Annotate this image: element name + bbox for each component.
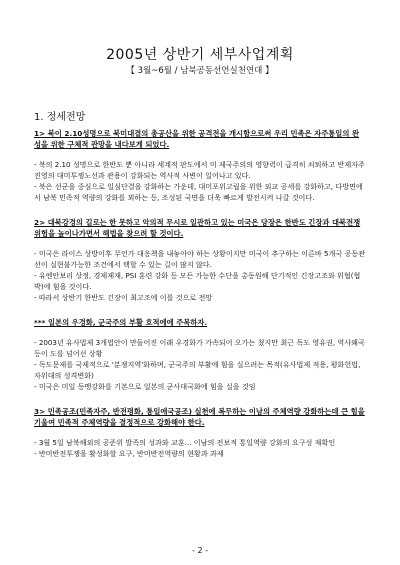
list-item: - 독도문제를 국제적으로 '분쟁지역'화하며, 군국주의 부활에 힘을 실으려는 목적(유사법제 적용, 평화헌법, 자위대의 성격변화): [34, 360, 361, 380]
item-list: [34, 248, 366, 303]
topic-heading: 1> 북이 2.10성명으로 북미대결의 총공산을 위한 공격전을 개시함으로써 우리 민족은 자주통일의 완성을 위한 구체적 관망을 내다보게 되었다.: [34, 129, 359, 149]
block-4: [34, 406, 366, 459]
item-list: [34, 337, 366, 392]
list-item: - 반미반전투쟁을 활성화할 요구, 반미반전역량의 현황과 과제: [34, 449, 224, 458]
item-list: [34, 437, 366, 459]
topic-heading: 3> 민족공조(민족자주, 반전평화, 통일애국공조) 실천에 복무하는 이남의 주체역량 강화하는데 큰 힘을 기울여 민족적 주체역량을 결정적으로 강화해야 한다.: [34, 407, 365, 427]
block-3: [34, 317, 366, 392]
list-item: - 따라서 상반기 한반도 긴장이 최고조에 이를 것으로 전망: [34, 293, 213, 302]
topic-heading: 2> 대북강경의 길로는 한 못하고 악의적 무시로 일관하고 있는 미국은 당장은 한반도 긴장과 대북전쟁위험을 높이나가면서 해법을 찾으려 할 것이다.: [34, 218, 361, 238]
list-item: - 미국은 미일 동맹강화를 기본으로 일본의 군사대국화에 힘을 실을 것임: [34, 382, 256, 391]
page-number: - 2 -: [192, 546, 208, 555]
content-blocks: [34, 128, 366, 473]
list-item: - 북은 선군을 중심으로 일심단결을 강화하는 가운데, 대미포위고립을 위한 외교 공세를 강화하고, 다방면에서 남북 민족적 역량의 강화를 꾀하는 등, 조성된 국면을 더욱 빠르게 발전시켜 나갈 것이다.: [34, 182, 363, 202]
topic-heading: *** 일본의 우경화, 군국주의 부활 흐적에에 주목하자.: [34, 318, 208, 327]
section-heading: 1. 정세전망: [34, 112, 86, 123]
list-item: - 미국은 라이스 상방이후 무언가 대응책을 내놓아야 하는 상황이지만 미국이 추구하는 이른바 5개국 공동관선이 실현불가능한 조건에서 택할 수 있는 길이 많지 않다.: [34, 249, 366, 269]
list-item: - 2003년 유사법제 3개법안이 만들어진 이래 우경화가 가속되어 오가는 쳤지만 최근 독도 영유권, 역사왜곡 등이 도를 넘어선 상황: [34, 338, 365, 358]
list-item: - 3월 5일 남북해외의 공준위 발족의 성과와 교훈... 이남의 전보적 통일역량 강화의 요구성 재확인: [34, 438, 336, 447]
document-subtitle: 【 3월~6월 / 남북공동선언실천연대 】: [126, 66, 274, 76]
list-item: - 유엔안보리 상정, 경제제재, PSI 훈련 강화 등 모든 가능한 수단을 총동원해 단기적인 긴장고조와 위협(협박)에 힘을 것이다.: [34, 271, 361, 291]
document-title: 2005년 상반기 세부사업계획: [106, 47, 294, 63]
list-item: - 북의 2.10 성명으로 한반도 뿐 아니라 세계적 판도에서 미 제국주의의 영향력이 급격히 쇠퇴하고 반제자주진영의 대미투쟁노선과 관용이 강화되는 역사적 사변이 일어나고 있다.: [34, 160, 365, 180]
block-2: [34, 217, 366, 303]
item-list: [34, 159, 366, 203]
block-1: [34, 128, 366, 203]
